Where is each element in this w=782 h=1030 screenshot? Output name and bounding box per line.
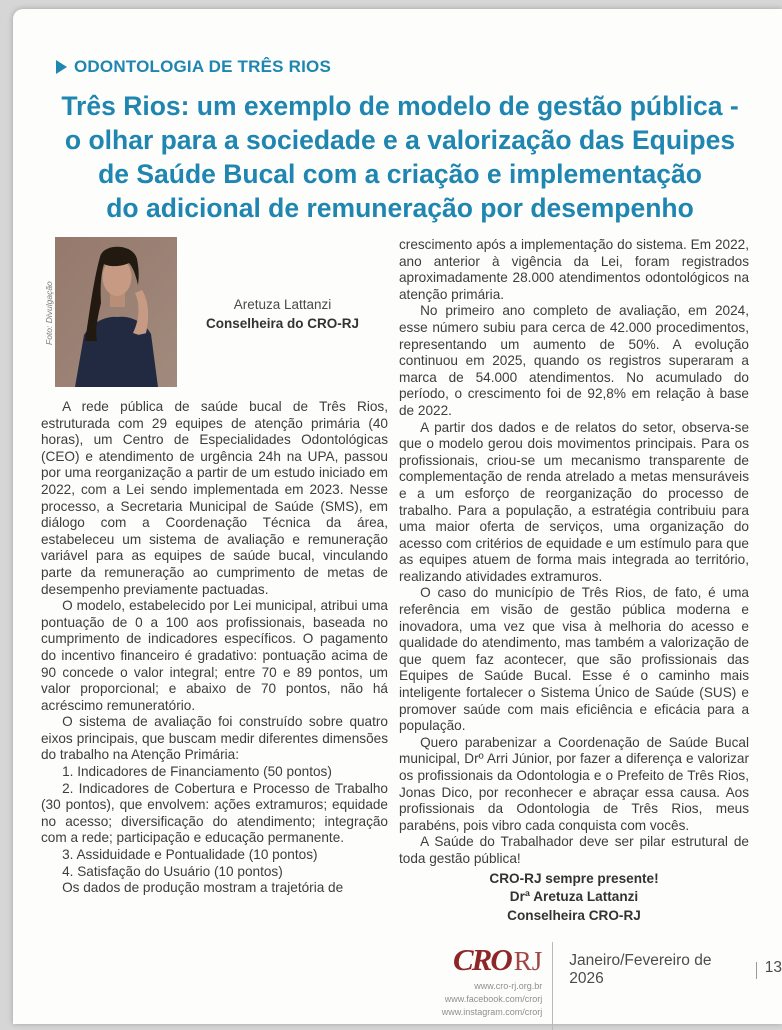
footer-link: www.cro-rj.org.br	[474, 981, 543, 991]
page-title	[33, 89, 767, 225]
body-paragraph: A partir dos dados e de relatos do setor, observa-se que o modelo gerou dois movimentos principais. Para os profissionais, criou-se um mecanismo transparente de complementação de renda atrelado a metas mensuráveis e a um esforço de reorganização do processo de trabalho. Para a população, a estratégia contribuiu para uma maior oferta de serviços, uma organização do acesso com critérios de equidade e um estímulo para que as equipes atuem de forma mais integrada ao território, realizando atividades extramuros.	[399, 419, 749, 584]
list-item: 4. Satisfação do Usuário (10 pontos)	[62, 863, 283, 879]
body-paragraph: O modelo, estabelecido por Lei municipal, atribui uma pontuação de 0 a 100 aos profissionais, baseada no cumprimento de indicadores específicos. O pagamento do incentivo financeiro é gradativo: pontuação acima de 90 concede o valor integral; entre 70 e 89 pontos, um valor proporcional; e abaixo de 70 pontos, não há acréscimo remuneratório.	[41, 598, 388, 713]
section-header-label: ODONTOLOGIA DE TRÊS RIOS	[74, 57, 331, 76]
list-item: 2. Indicadores de Cobertura e Processo de Trabalho (30 pontos), que envolvem: ações extramuros; equidade no acesso; diversificação do atendimento; integração com a rede; participação e educação permanente.	[41, 780, 388, 846]
footer-link: www.facebook.com/crorj	[444, 994, 543, 1004]
issue-date: Janeiro/Fevereiro de 2026	[569, 952, 712, 987]
footer-links	[396, 980, 542, 1019]
body-paragraph: Os dados de produção mostram a trajetória de	[62, 880, 344, 896]
body-paragraph: A Saúde do Trabalhador deve ser pilar estrutural de toda gestão pública!	[399, 834, 749, 866]
page-title-line: Três Rios: um exemplo de modelo de gestão pública -	[61, 91, 739, 121]
caption-name: Aretuza Lattanzi	[233, 297, 332, 312]
triangle-bullet-icon	[56, 60, 67, 74]
body-paragraph: Quero parabenizar a Coordenação de Saúde Bucal municipal, Drº Arri Júnior, por fazer a diferença e valorizar os profissionais da Odontologia e o Prefeito de Três Rios, Jonas Dico, por reconhecer e abraçar essa causa. Aos profissionais da Odontologia de Três Rios, meus parabéns, pois vibro cada conquista com vocês.	[399, 734, 749, 833]
cro-rj-logo	[396, 942, 542, 978]
list-item: 3. Assiduidade e Pontualidade (10 pontos)	[62, 847, 318, 863]
photo-credit: Foto: Divulgação	[44, 281, 54, 345]
issue-date-block	[569, 942, 782, 988]
logo-cro-text: CRO	[453, 942, 511, 977]
signature-line: Conselheira CRO-RJ	[507, 907, 641, 923]
list-item: 1. Indicadores de Financiamento (50 pontos)	[62, 764, 332, 780]
body-paragraph: No primeiro ano completo de avaliação, em 2024, esse número subiu para cerca de 42.000 procedimentos, representando um aumento de 50%. A evolução continuou em 2025, quando os registros superaram a marca de 54.000 atendimentos. No acumulado do período, o crescimento foi de 92,8% em relação à base de 2022.	[399, 303, 749, 418]
signature-line: CRO-RJ sempre presente!	[489, 870, 659, 886]
page-number: 13	[764, 959, 782, 976]
footer-divider	[552, 942, 553, 1030]
body-paragraph: A rede pública de saúde bucal de Três Rios, estruturada com 29 equipes de atenção primária (40 horas), um Centro de Especialidades Odontológicas (CEO) e atendimento de urgência 24h na UPA, passou por uma reorganização a partir de um estudo iniciado em 2022, com a Lei sendo implementada em 2023. Nesse processo, a Secretaria Municipal de Saúde (SMS), em diálogo com a Coordenação Técnica da área, estabeleceu um sistema de avaliação e remuneração variável para as equipes de saúde bucal, vinculando parte da remuneração ao cumprimento de metas de desempenho previamente pactuadas.	[41, 399, 388, 597]
body-paragraph: O caso do município de Três Rios, de fato, é uma referência em visão de gestão pública moderna e inovadora, uma vez que visa à melhoria do acesso e qualidade do atendimento, mas também a valorização de que quem faz acontecer, que são profissionais das Equipes de Saúde Bucal. Esse é o caminho mais inteligente fortalecer o Sistema Único de Saúde (SUS) e promover saúde com mais eficiência e eficácia para a população.	[399, 585, 749, 734]
logo-rj-text: RJ	[513, 946, 543, 976]
page-title-line: do adicional de remuneração por desempenho	[106, 193, 694, 223]
body-paragraph: O sistema de avaliação foi construído sobre quatro eixos principais, que buscam medir diferentes dimensões do trabalho na Atenção Primária:	[41, 714, 388, 763]
page-number-divider	[756, 962, 757, 979]
page-title-line: o olhar para a sociedade e a valorização das Equipes	[64, 125, 736, 155]
magazine-page	[13, 9, 782, 1024]
body-paragraph: crescimento após a implementação do sistema. Em 2022, ano anterior à vigência da Lei, foram registrados aproximadamente 28.000 atendimentos odontológicos na atenção primária.	[399, 237, 749, 302]
portrait-photo	[55, 237, 177, 387]
signature-line: Drª Aretuza Lattanzi	[509, 889, 639, 905]
signature-block	[399, 870, 749, 926]
page-footer	[396, 942, 782, 1030]
footer-link: www.instagram.com/crorj	[441, 1007, 543, 1017]
section-header	[56, 57, 331, 77]
caption-role: Conselheira do CRO-RJ	[205, 316, 360, 331]
photo-block	[41, 237, 388, 389]
photo-caption	[177, 237, 388, 389]
left-column	[41, 237, 388, 897]
portrait-illustration	[55, 237, 177, 387]
page-title-line: de Saúde Bucal com a criação e implementação	[98, 159, 702, 189]
cro-rj-logo-block	[396, 942, 552, 1019]
right-column	[399, 237, 749, 925]
